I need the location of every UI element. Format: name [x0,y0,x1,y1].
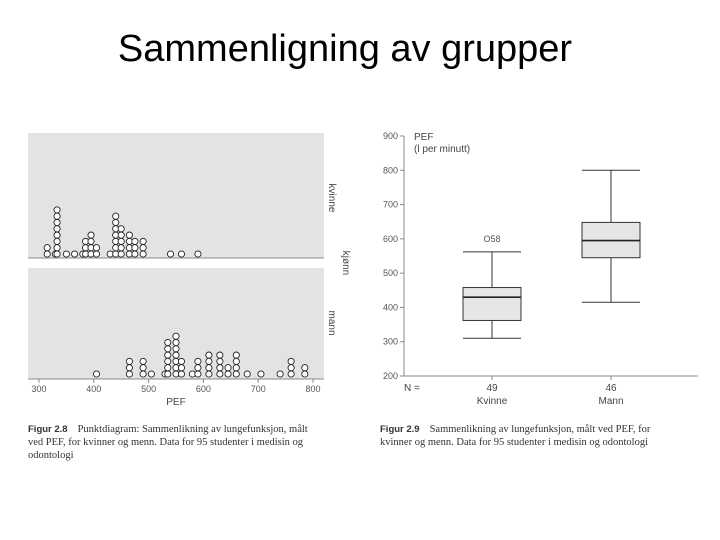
dot-plot-point-kvinne [167,251,173,257]
dot-plot-chart [28,133,351,408]
dot-plot-point-kvinne [118,251,124,257]
dot-plot-point-mann [178,358,184,364]
dot-plot-point-mann [233,352,239,358]
dot-plot-point-kvinne [113,219,119,225]
box-plot-y-label-line-1: PEF [414,132,434,143]
dot-plot-point-mann [140,358,146,364]
dot-plot-point-mann [165,339,171,345]
fig-2-8-caption-label: Figur 2.8 [28,424,68,435]
dot-plot-point-kvinne [118,232,124,238]
box-group-name: Kvinne [476,396,508,407]
dot-plot-point-kvinne [132,245,138,251]
dot-plot-point-mann [178,371,184,377]
dot-plot-point-kvinne [195,251,201,257]
dot-plot-point-mann [302,365,308,371]
fig-2-9-caption-line-1 [380,424,651,435]
box-plot-n-label: N = [404,383,420,394]
box-iqr [463,288,521,321]
dot-plot-point-mann [217,371,223,377]
dot-plot-x-tick-label: 600 [195,384,211,394]
dot-plot-point-mann [302,371,308,377]
dot-plot-point-mann [206,352,212,358]
dot-plot-point-mann [173,339,179,345]
dot-plot-point-mann [217,358,223,364]
dot-plot-point-mann [233,358,239,364]
dot-plot-point-mann [288,358,294,364]
dot-plot-point-mann [206,358,212,364]
box-plot-y-ticks [383,131,404,381]
dot-plot-x-tick-label: 700 [250,384,266,394]
dot-plot-point-mann [165,352,171,358]
dot-plot-point-mann [178,365,184,371]
dot-plot-point-mann [225,371,231,377]
dot-plot-point-mann [206,365,212,371]
dot-plot-point-mann [233,371,239,377]
box-plot-y-tick-label: 500 [382,268,398,279]
box-plot-y-tick-label: 400 [382,302,398,313]
dot-plot-x-tick-label: 800 [305,384,321,394]
kvinne-panel [28,133,324,258]
box-group-name: Mann [598,396,624,407]
dot-plot-point-mann [217,352,223,358]
dot-plot-x-label: PEF [166,397,186,408]
dot-plot-point-kvinne [44,245,50,251]
dot-plot-point-kvinne [118,226,124,232]
dot-plot-point-kvinne [118,245,124,251]
slide-title: Sammenligning av grupper [117,28,573,70]
dot-plot-point-mann [165,371,171,377]
dot-plot-point-kvinne [140,245,146,251]
fig-2-8-caption-line-3: odontologi [28,450,74,461]
dot-plot-point-mann [217,365,223,371]
dot-plot-point-mann [288,365,294,371]
dot-plot-point-mann [148,371,154,377]
box-group-mann [582,170,640,407]
dot-plot-point-mann [195,365,201,371]
dot-plot-x-tick-label: 500 [141,384,157,394]
dot-plot-point-kvinne [54,232,60,238]
kvinne-strip-label: kvinne [326,183,337,213]
dot-plot-point-kvinne [132,251,138,257]
dot-plot-point-mann [140,365,146,371]
fig-2-9-caption-line-2: kvinner og menn. Data for 95 studenter i medisin og odontologi [380,437,648,448]
box-plot-y-tick-label: 600 [382,233,398,244]
dot-plot-point-mann [165,358,171,364]
fig-2-9-caption-text-1: Sammenlikning av lungefunksjon, målt ved PEF, for [429,424,651,435]
dot-plot-y-label: kjønn [340,250,351,276]
dot-plot-point-mann [277,371,283,377]
box-plot-y-tick-label: 200 [382,371,398,381]
box-plot-y-tick-label: 800 [382,165,398,176]
dot-plot-point-kvinne [54,238,60,244]
dot-plot-point-mann [258,371,264,377]
dot-plot-point-kvinne [88,238,94,244]
dot-plot-point-kvinne [140,238,146,244]
box-group-n: 49 [486,383,498,394]
dot-plot-point-mann [93,371,99,377]
dot-plot-point-kvinne [118,238,124,244]
dot-plot-point-kvinne [54,219,60,225]
fig-2-9-caption-label: Figur 2.9 [380,424,420,435]
dot-plot-point-kvinne [71,251,77,257]
dot-plot-point-mann [206,371,212,377]
dot-plot-point-mann [140,371,146,377]
dot-plot-point-kvinne [88,232,94,238]
dot-plot-point-kvinne [113,213,119,219]
dot-plot-point-mann [173,333,179,339]
dot-plot-point-kvinne [93,245,99,251]
dot-plot-point-mann [173,346,179,352]
dot-plot-point-kvinne [93,251,99,257]
dot-plot-point-mann [126,358,132,364]
dot-plot-x-tick-label: 400 [86,384,102,394]
mann-strip-label: mann [326,310,337,336]
dot-plot-point-mann [165,346,171,352]
box-plot-y-tick-label: 900 [382,131,398,141]
fig-2-8-caption-line-1 [28,424,308,435]
dot-plot-point-kvinne [178,251,184,257]
dot-plot-point-mann [233,365,239,371]
box-group-kvinne [463,234,521,407]
dot-plot-point-kvinne [63,251,69,257]
box-plot-y-tick-label: 700 [382,199,398,210]
dot-plot-x-ticks [31,379,320,394]
dot-plot-point-mann [195,371,201,377]
dot-plot-point-kvinne [44,251,50,257]
box-plot-y-label-line-2: (l per minutt) [414,144,471,155]
dot-plot-point-mann [165,365,171,371]
box-plot-groups [463,170,640,407]
dot-plot-point-kvinne [126,232,132,238]
dot-plot-point-kvinne [54,226,60,232]
dot-plot-point-kvinne [140,251,146,257]
fig-2-8-caption-line-2: ved PEF, for kvinner og menn. Data for 95 studenter i medisin og [28,437,304,448]
dot-plot-point-kvinne [132,238,138,244]
box-plot-y-tick-label: 300 [382,336,398,347]
dot-plot-point-kvinne [54,251,60,257]
dot-plot-point-kvinne [54,207,60,213]
dot-plot-point-mann [288,371,294,377]
fig-2-8-caption-text-1: Punktdiagram: Sammenlikning av lungefunksjon, målt [77,424,308,435]
dot-plot-point-mann [244,371,250,377]
box-outlier-label: O58 [483,233,501,244]
dot-plot-point-mann [173,352,179,358]
dot-plot-point-kvinne [54,245,60,251]
box-plot-chart [383,131,698,407]
dot-plot-point-mann [126,371,132,377]
dot-plot-point-mann [126,365,132,371]
box-group-n: 46 [605,383,617,394]
dot-plot-point-mann [195,358,201,364]
dot-plot-point-kvinne [54,213,60,219]
dot-plot-x-tick-label: 300 [31,384,47,394]
dot-plot-point-mann [225,365,231,371]
